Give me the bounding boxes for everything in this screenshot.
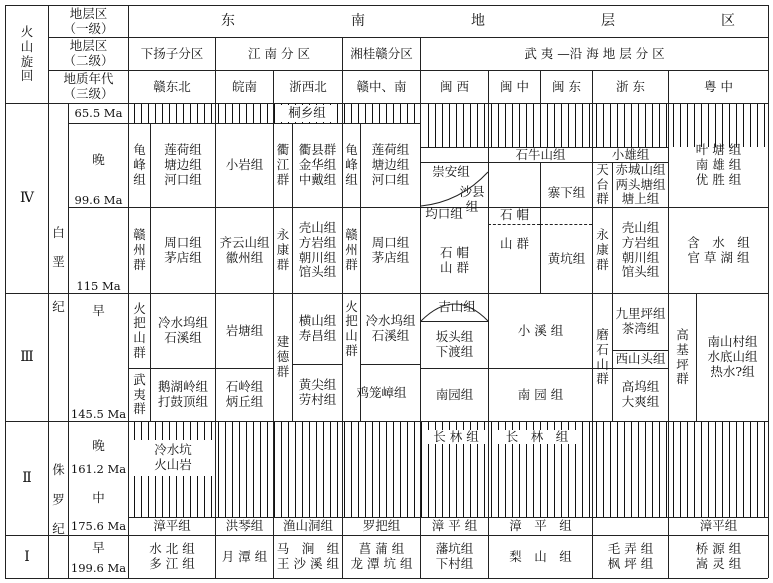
unit-shimao-2: 石 帽 山 群	[500, 206, 529, 252]
unit-lengshuiwu-2: 冷水坞组 石溪组	[365, 313, 416, 343]
unit-guifeng-1: 龟 峰 组	[133, 142, 146, 187]
unit-zhangping-3: 漳 平 组	[509, 518, 572, 534]
unit-yantang: 岩塘组	[225, 322, 264, 338]
region-jiangnan: 江 南 分 区	[248, 45, 310, 61]
sub-mindong: 闽 东	[552, 78, 581, 94]
age-199-6: 199.6 Ma	[70, 561, 127, 576]
unit-xiaoxi: 小 溪 组	[517, 322, 564, 338]
sub-ganzhongnan: 赣中、南	[356, 78, 407, 94]
unit-gaojiping: 高 基 坪 群	[676, 327, 689, 387]
level2-header: 地层区 （二级）	[63, 38, 114, 68]
unit-shuibei: 水 北 组 多 江 组	[149, 541, 195, 571]
cycle-IV: Ⅳ	[20, 190, 34, 207]
period-jurassic: 侏 罗 纪	[52, 462, 65, 537]
unit-yuetan: 月 潭 组	[221, 548, 268, 564]
unit-wuyi: 武 夷 群	[133, 371, 146, 417]
sub-minzhong: 闽 中	[500, 78, 529, 94]
level3-header: 地质年代 （三级）	[63, 71, 114, 101]
epoch-j-late: 晚	[92, 437, 105, 453]
unconformity-arc	[420, 293, 490, 323]
unit-maonong: 毛 弄 组 枫 坪 组	[607, 541, 654, 571]
unit-hanshui: 含 水 组 官 草 湖 组	[687, 234, 750, 265]
age-65-5: 65.5 Ma	[74, 106, 123, 121]
epoch-j-mid: 中	[92, 489, 105, 505]
unit-xishantou: 西山头组	[615, 351, 666, 367]
unit-nanyuan-1: 南园组	[435, 386, 474, 402]
age-115: 115 Ma	[76, 279, 121, 294]
unit-fankeng: 藩坑组 下村组	[435, 541, 474, 571]
unit-yongkang-1: 永 康 群	[276, 227, 290, 272]
unit-yushandong: 渔山洞组	[282, 518, 333, 534]
unit-hongqin: 洪琴组	[225, 518, 264, 534]
unit-zhoukou-1: 周口组 茅店组	[164, 234, 202, 265]
unit-qiyunshan: 齐云山组 徽州组	[219, 234, 270, 265]
unit-lianhe-2: 莲荷组 塘边组 河口组	[371, 142, 410, 187]
unit-zhaixia: 寨下组	[547, 184, 586, 200]
age-161-2: 161.2 Ma	[70, 462, 127, 477]
unit-tiantai: 天 台 群	[596, 161, 609, 207]
unit-xiaoxiong: 小雄组	[611, 146, 650, 162]
unit-changpu: 菖 蒲 组 龙 潭 坑 组	[350, 541, 413, 571]
unit-luoba: 罗把组	[362, 518, 401, 534]
unit-lengshuiwu-1: 冷水坞组 石溪组	[157, 315, 208, 345]
unit-gaowu: 高坞组 大爽组	[621, 379, 660, 409]
unit-lishan: 梨 山 组	[509, 548, 572, 564]
region-xianggui: 湘桂赣分区	[350, 45, 413, 61]
unit-shaxian: 沙县 组	[459, 184, 485, 214]
unit-keshan-2: 壳山组 方岩组 朝川组 馆头组	[621, 220, 660, 280]
cycle-header: 火 山 旋 回	[20, 24, 34, 84]
unit-jilongzhang: 鸡笼嶂组	[356, 384, 407, 400]
unit-qiaoyuan: 桥 源 组 嵩 灵 组	[695, 541, 742, 571]
unit-jiulipin: 九里坪组 茶湾组	[615, 306, 666, 336]
sub-zhexibei: 浙西北	[289, 78, 327, 94]
cycle-II: Ⅱ	[22, 470, 32, 487]
unit-bantou: 坂头组 下渡组	[435, 329, 474, 359]
hatch-tongxiang-band	[128, 104, 420, 123]
unit-huoba-2: 火 把 山 群	[345, 298, 358, 358]
unit-lengshuikeng: 冷水坑 火山岩	[154, 442, 192, 472]
sub-zhedong: 浙 东	[616, 78, 645, 94]
sub-yuezhong: 粤 中	[704, 78, 733, 94]
unit-guifeng-2: 龟 峰 组	[345, 142, 358, 187]
period-cretaceous: 白 垩 纪	[52, 224, 65, 314]
unit-zhangping-1: 漳平组	[153, 518, 191, 534]
unit-huangkeng: 黄坑组	[547, 250, 586, 266]
unit-chicheng: 赤城山组 两头塘组 塘上组	[615, 161, 666, 207]
unit-zhangping-4: 漳平组	[699, 518, 738, 534]
unit-tongxiang: 桐乡组	[288, 105, 326, 121]
unit-jiande: 建 德 群	[276, 334, 290, 379]
unit-zhangping-2: 漳 平 组	[431, 518, 478, 534]
unit-shimao-1: 石 帽 山 群	[440, 244, 469, 275]
unit-huangjian: 黄尖组 劳村组	[298, 377, 337, 407]
unit-chongan: 崇安组	[432, 163, 470, 179]
unit-changlin-2: 长 林 组	[505, 428, 569, 444]
junkou-boundary	[420, 162, 490, 208]
unit-nanshancun: 南山村组 水底山组 热水?组	[707, 334, 758, 379]
unit-changlin-1: 长 林 组	[433, 428, 479, 444]
age-99-6: 99.6 Ma	[74, 193, 123, 208]
age-175-6: 175.6 Ma	[70, 519, 127, 534]
unit-ganzhou-2: 赣 州 群	[345, 227, 358, 272]
unit-huoba-1: 火 把 山 群	[133, 300, 146, 360]
unit-lianhe-1: 莲荷组 塘边组 河口组	[164, 142, 202, 187]
unit-yongkang-2: 永 康 群	[596, 227, 609, 272]
unit-qxgroup: 衢县群 金华组 中戴组	[298, 142, 337, 187]
level1-header: 地层区 （一级）	[63, 5, 114, 36]
unit-majian: 马 涧 组 王 沙 溪 组	[276, 541, 340, 571]
level1-region-title: 东 南 地 层 区	[221, 13, 735, 30]
sub-minxi: 闽 西	[440, 78, 469, 94]
age-145-5: 145.5 Ma	[70, 407, 127, 422]
unit-nanyuan-2: 南 园 组	[517, 386, 564, 402]
unit-zhoukou-2: 周口组 茅店组	[371, 234, 410, 265]
cycle-III: Ⅲ	[20, 349, 34, 366]
unit-junkou: 均口组	[425, 205, 463, 221]
region-xiayangzi: 下扬子分区	[140, 45, 204, 61]
unit-keshan-1: 壳山组 方岩组 朝川组 馆头组	[298, 220, 337, 280]
unit-yetang: 叶 塘 组 南 雄 组 优 胜 组	[695, 142, 742, 187]
unit-xiaoyan: 小岩组	[225, 157, 264, 173]
unit-hengshan: 横山组 寿昌组	[298, 313, 337, 343]
unit-moshishan: 磨 石 山 群	[596, 327, 609, 387]
epoch-k-early: 早	[92, 302, 105, 318]
sub-gandongbei: 赣东北	[153, 78, 191, 94]
unit-ganzhou-1: 赣 州 群	[133, 227, 146, 272]
unit-jishan: 吉山组	[438, 298, 476, 314]
unit-shiling: 石岭组 炳丘组	[225, 379, 264, 409]
sub-wannan: 皖南	[231, 78, 257, 94]
unit-qujiang: 衢 江 群	[276, 142, 290, 187]
epoch-j-early: 早	[92, 539, 105, 555]
unit-ehuling: 鹅湖岭组 打鼓顶组	[157, 379, 208, 409]
region-wuyi: 武 夷 —沿 海 地 层 分 区	[524, 45, 665, 61]
cycle-I: Ⅰ	[24, 548, 30, 565]
unit-shiniushan: 石牛山组	[515, 146, 566, 162]
epoch-k-late: 晚	[92, 151, 105, 167]
